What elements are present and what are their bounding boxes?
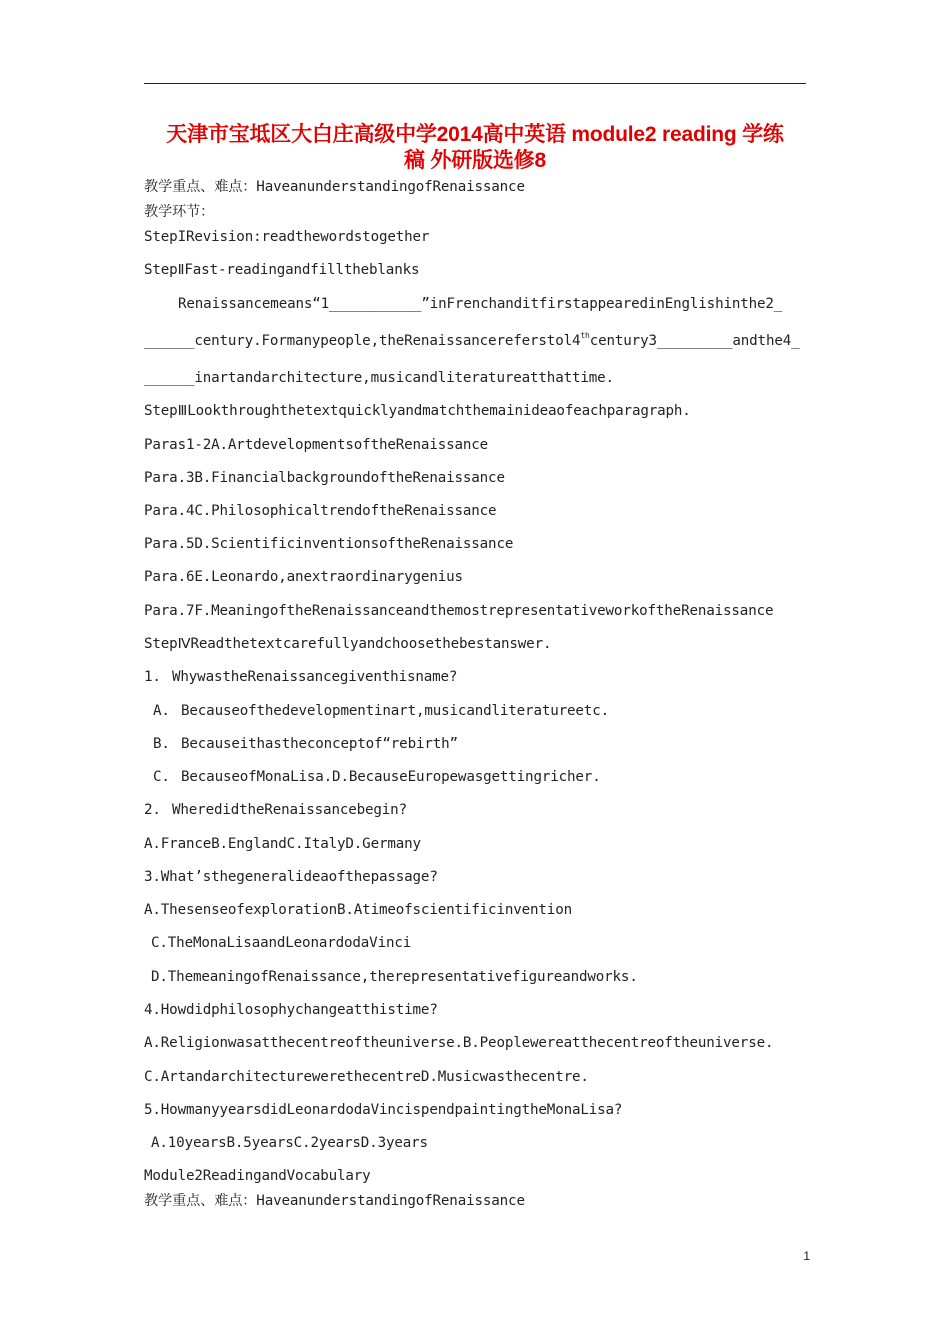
header-rule bbox=[144, 83, 806, 84]
question-3: 3.What’sthegeneralideaofthepassage? bbox=[144, 869, 438, 885]
option-text: Becauseofthedevelopmentinart,musicandliteratureetc. bbox=[181, 703, 609, 719]
match-item: Para.4C.PhilosophicaltrendoftheRenaissance bbox=[144, 503, 497, 519]
fill-blank-line-2-b: century3_________andthe4_ bbox=[589, 333, 800, 349]
match-item: Para.5D.ScientificinventionsoftheRenaissance bbox=[144, 536, 514, 552]
q3-options-2: C.TheMonaLisaandLeonardodaVinci bbox=[151, 935, 412, 951]
question-1 bbox=[144, 668, 457, 686]
teaching-focus-repeat: 教学重点、难点：HaveanunderstandingofRenaissance bbox=[144, 1193, 525, 1209]
question-number: 1. bbox=[144, 669, 161, 685]
q1-option-a bbox=[153, 702, 609, 720]
fill-blank-line-1: Renaissancemeans“1___________”inFrenchanditfirstappearedinEnglishinthe2_ bbox=[178, 296, 783, 312]
superscript-th: th bbox=[580, 331, 590, 340]
option-letter: C. bbox=[153, 769, 170, 785]
q3-options-3: D.ThemeaningofRenaissance,therepresentativefigureandworks. bbox=[151, 969, 638, 985]
option-letter: A. bbox=[153, 703, 170, 719]
match-item: Para.6E.Leonardo,anextraordinarygenius bbox=[144, 569, 463, 585]
fill-blank-line-2 bbox=[144, 332, 800, 350]
question-5: 5.HowmanyyearsdidLeonardodaVincispendpaintingtheMonaLisa? bbox=[144, 1102, 623, 1118]
q1-option-b bbox=[153, 735, 458, 753]
title-line-1: 天津市宝坻区大白庄高级中学2014高中英语 module2 reading 学练 bbox=[166, 123, 784, 146]
document-title bbox=[144, 122, 806, 174]
q4-options-2: C.ArtandarchitecturewerethecentreD.Musicwasthecentre. bbox=[144, 1069, 589, 1085]
fill-blank-line-3: ______inartandarchitecture,musicandliteratureatthattime. bbox=[144, 370, 614, 386]
step4-heading: StepⅣReadthetextcarefullyandchoosethebestanswer. bbox=[144, 636, 552, 652]
q3-options-1: A.ThesenseofexplorationB.Atimeofscientificinvention bbox=[144, 902, 572, 918]
question-number: 2. bbox=[144, 802, 161, 818]
match-item: Paras1-2A.ArtdevelopmentsoftheRenaissance bbox=[144, 437, 489, 453]
teaching-focus: 教学重点、难点：HaveanunderstandingofRenaissance bbox=[144, 179, 525, 195]
step2-heading: StepⅡFast-readingandfilltheblanks bbox=[144, 262, 420, 278]
option-letter: B. bbox=[153, 736, 170, 752]
steps-label: 教学环节： bbox=[144, 204, 215, 220]
step1-heading: StepIRevision:readthewordstogether bbox=[144, 229, 430, 245]
question-4: 4.Howdidphilosophychangeatthistime? bbox=[144, 1002, 438, 1018]
option-text: BecauseofMonaLisa.D.BecauseEuropewasgettingricher. bbox=[181, 769, 601, 785]
q2-options: A.FranceB.EnglandC.ItalyD.Germany bbox=[144, 836, 421, 852]
page-number: 1 bbox=[803, 1249, 810, 1263]
match-item: Para.7F.MeaningoftheRenaissanceandthemostrepresentativeworkoftheRenaissance bbox=[144, 603, 774, 619]
question-2 bbox=[144, 801, 407, 819]
match-item: Para.3B.FinancialbackgroundoftheRenaissance bbox=[144, 470, 505, 486]
q1-option-c bbox=[153, 768, 601, 786]
fill-blank-line-2-a: ______century.Formanypeople,theRenaissancereferstol4 bbox=[144, 333, 581, 349]
q4-options-1: A.Religionwasatthecentreoftheuniverse.B.Peoplewereatthecentreoftheuniverse. bbox=[144, 1035, 774, 1051]
option-text: Becauseithastheconceptof“rebirth” bbox=[181, 736, 458, 752]
question-text: WheredidtheRenaissancebegin? bbox=[172, 802, 407, 818]
question-text: WhywastheRenaissancegiventhisname? bbox=[172, 669, 458, 685]
step3-heading: StepⅢLookthroughthetextquicklyandmatchthemainideaofeachparagraph. bbox=[144, 403, 691, 419]
title-line-2: 稿 外研版选修8 bbox=[404, 149, 546, 172]
q5-options-1: A.10yearsB.5yearsC.2yearsD.3years bbox=[151, 1135, 428, 1151]
module-heading: Module2ReadingandVocabulary bbox=[144, 1168, 371, 1184]
